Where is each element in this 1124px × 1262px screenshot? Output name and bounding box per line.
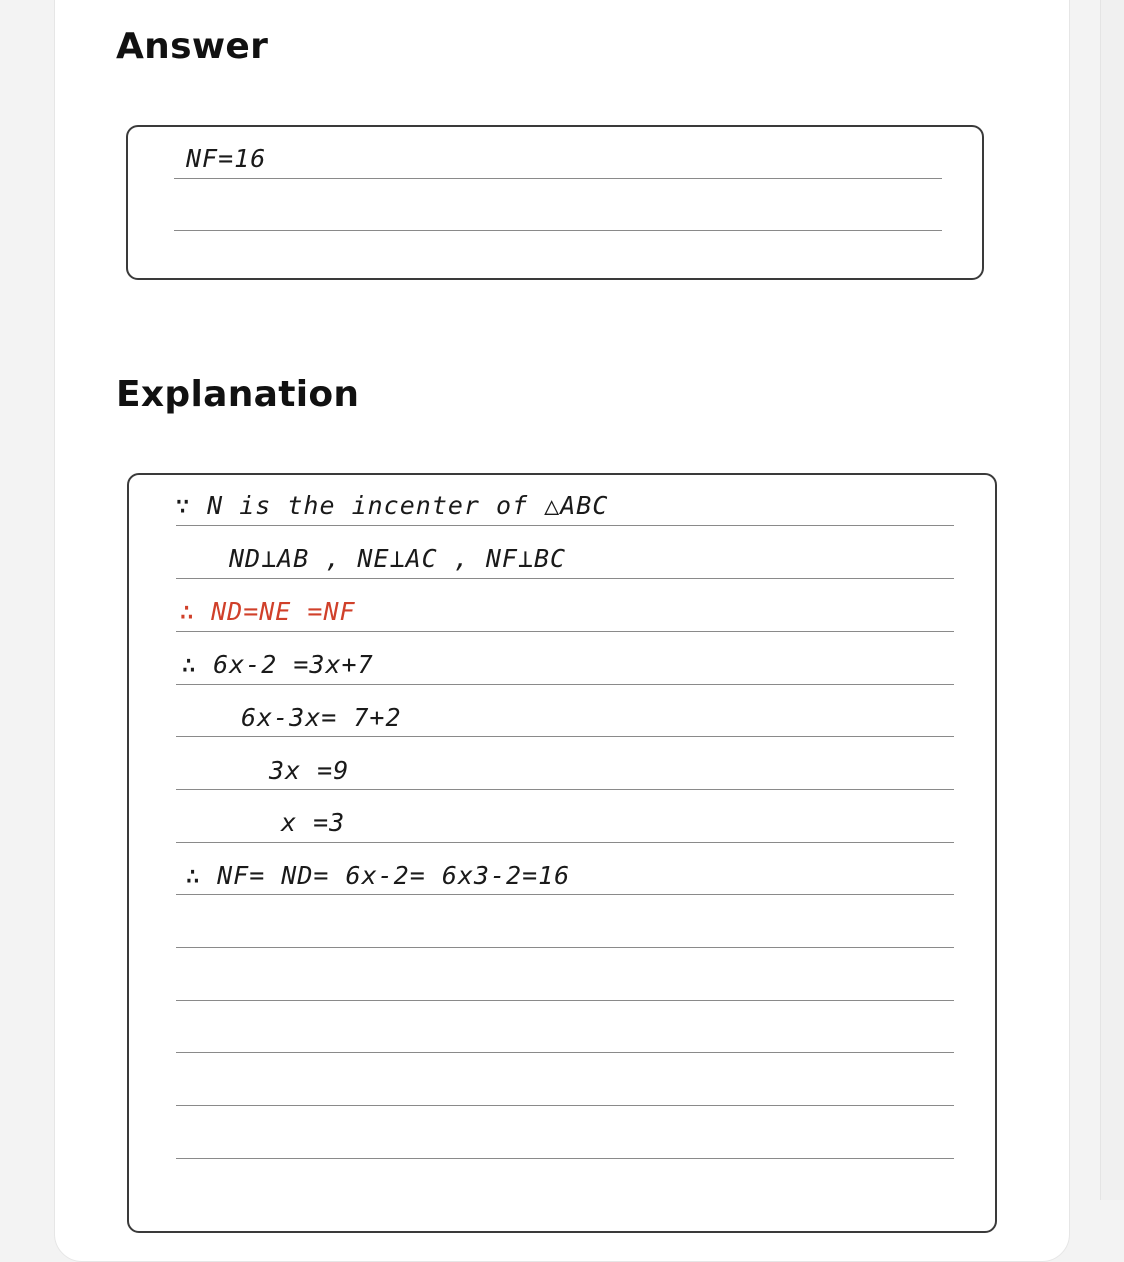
- explanation-line-premise: ∵ N is the incenter of △ABC: [175, 491, 609, 520]
- ruled-line: [176, 631, 954, 632]
- ruled-line: [176, 578, 954, 579]
- ruled-line: [176, 1052, 954, 1053]
- explanation-box: [127, 473, 997, 1233]
- explanation-line-equal-distances: ∴ ND=NE =NF: [179, 597, 356, 626]
- ruled-line: [176, 1158, 954, 1159]
- adjacent-panel-edge: [1100, 0, 1124, 1200]
- ruled-line: [176, 1000, 954, 1001]
- ruled-line: [176, 684, 954, 685]
- ruled-line: [174, 178, 942, 179]
- ruled-line: [176, 947, 954, 948]
- ruled-line: [176, 894, 954, 895]
- ruled-line: [176, 736, 954, 737]
- ruled-line: [174, 230, 942, 231]
- explanation-line-rearrange: 6x-3x= 7+2: [241, 703, 402, 732]
- answer-box: [126, 125, 984, 280]
- ruled-line: [176, 842, 954, 843]
- explanation-line-simplify: 3x =9: [269, 756, 350, 785]
- answer-line: NF=16: [186, 144, 267, 173]
- explanation-line-equation: ∴ 6x-2 =3x+7: [181, 650, 374, 679]
- explanation-line-result: ∴ NF= ND= 6x-2= 6x3-2=16: [185, 861, 571, 890]
- answer-heading: Answer: [116, 26, 269, 67]
- ruled-line: [176, 789, 954, 790]
- ruled-line: [176, 525, 954, 526]
- explanation-line-perpendiculars: ND⊥AB , NE⊥AC , NF⊥BC: [229, 544, 567, 573]
- ruled-line: [176, 1105, 954, 1106]
- explanation-line-solution: x =3: [281, 808, 346, 837]
- explanation-heading: Explanation: [116, 374, 360, 415]
